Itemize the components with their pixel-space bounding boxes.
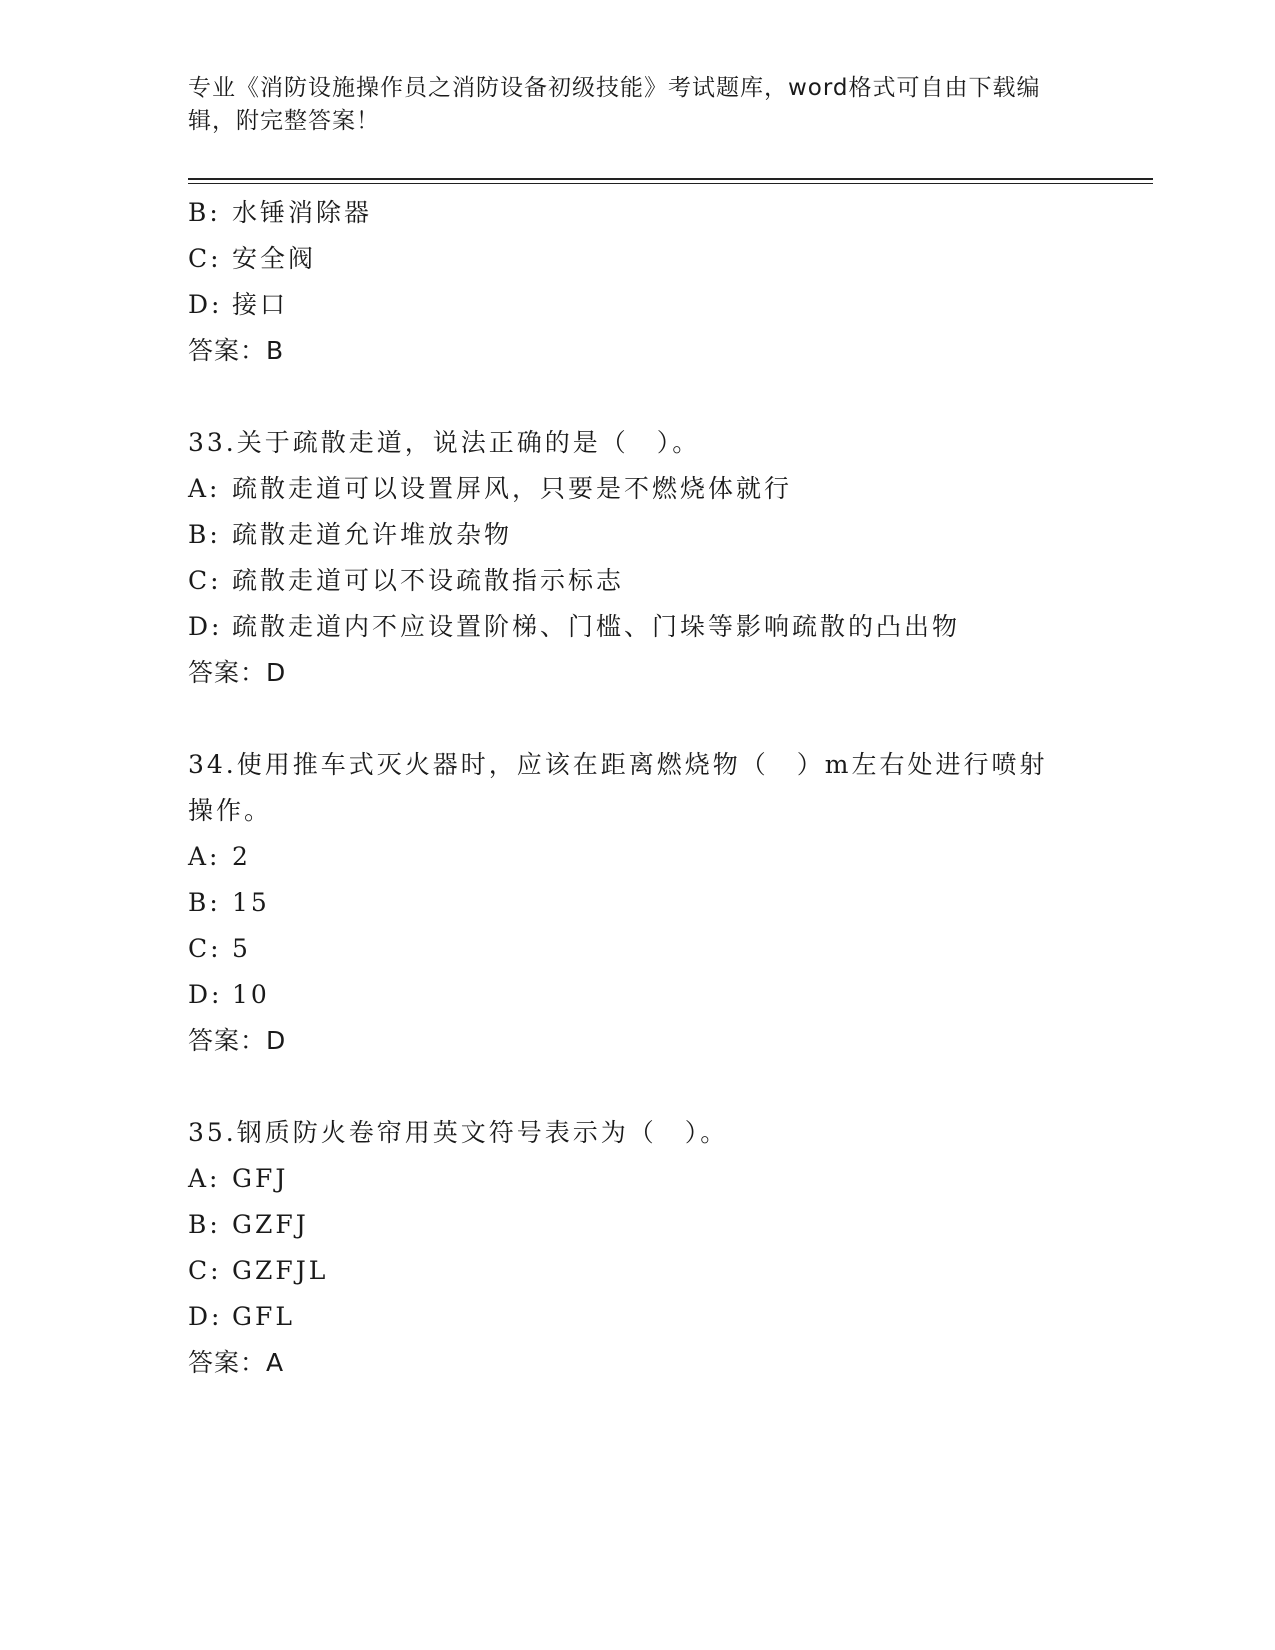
option-key: A: <box>188 842 221 871</box>
option-line <box>188 558 1088 604</box>
answer-line: 答案：D <box>188 658 287 687</box>
header-rule-thick <box>188 178 1153 180</box>
option-line <box>188 1156 1088 1202</box>
spacer <box>188 1064 1088 1110</box>
option-text: GZFJ <box>232 1210 309 1239</box>
option-key: C: <box>188 934 222 963</box>
option-text: GFL <box>232 1302 295 1331</box>
option-line <box>188 834 1088 880</box>
document-header: 专业《消防设施操作员之消防设备初级技能》考试题库，word格式可自由下载编辑，附完整答案！ <box>188 75 1041 134</box>
answer-line: 答案：A <box>188 1348 285 1377</box>
option-key: B: <box>188 198 221 227</box>
option-key: B: <box>188 888 221 917</box>
option-line <box>188 1294 1088 1340</box>
option-text: 5 <box>232 934 251 963</box>
option-text: 疏散走道可以设置屏风，只要是不燃烧体就行 <box>232 474 793 503</box>
option-text: 2 <box>232 842 251 871</box>
option-key: C: <box>188 566 222 595</box>
option-text: 疏散走道内不应设置阶梯、门槛、门垛等影响疏散的凸出物 <box>232 612 961 641</box>
option-line <box>188 236 1088 282</box>
option-text: GFJ <box>232 1164 289 1193</box>
question-stem: 35.钢质防火卷帘用英文符号表示为（ ）。 <box>188 1118 729 1147</box>
option-key: C: <box>188 1256 222 1285</box>
option-text: 15 <box>232 888 270 917</box>
option-key: B: <box>188 1210 221 1239</box>
spacer <box>188 696 1088 742</box>
question-stem: 33.关于疏散走道，说法正确的是（ ）。 <box>188 428 701 457</box>
option-key: A: <box>188 474 221 503</box>
option-line <box>188 604 1088 650</box>
option-key: B: <box>188 520 221 549</box>
spacer <box>188 374 1088 420</box>
option-text: 疏散走道允许堆放杂物 <box>232 520 513 549</box>
question-content <box>188 190 1088 1386</box>
option-line <box>188 466 1088 512</box>
option-key: D: <box>188 1302 223 1331</box>
option-line <box>188 926 1088 972</box>
option-key: D: <box>188 290 223 319</box>
answer-line: 答案：D <box>188 1026 287 1055</box>
option-text: 水锤消除器 <box>232 198 373 227</box>
option-key: D: <box>188 612 223 641</box>
header-rule-thin <box>188 183 1153 184</box>
option-text: GZFJL <box>232 1256 329 1285</box>
option-key: C: <box>188 244 222 273</box>
option-line <box>188 512 1088 558</box>
option-text: 接口 <box>232 290 289 319</box>
option-text: 安全阀 <box>232 244 317 273</box>
option-key: D: <box>188 980 223 1009</box>
option-line <box>188 1202 1088 1248</box>
option-text: 10 <box>232 980 270 1009</box>
option-line <box>188 282 1088 328</box>
option-key: A: <box>188 1164 221 1193</box>
option-line <box>188 190 1088 236</box>
question-stem: 34.使用推车式灭火器时，应该在距离燃烧物（ ）m左右处进行喷射操作。 <box>188 750 1048 825</box>
answer-line: 答案：B <box>188 336 285 365</box>
option-line <box>188 1248 1088 1294</box>
option-line <box>188 972 1088 1018</box>
option-line <box>188 880 1088 926</box>
option-text: 疏散走道可以不设疏散指示标志 <box>232 566 625 595</box>
